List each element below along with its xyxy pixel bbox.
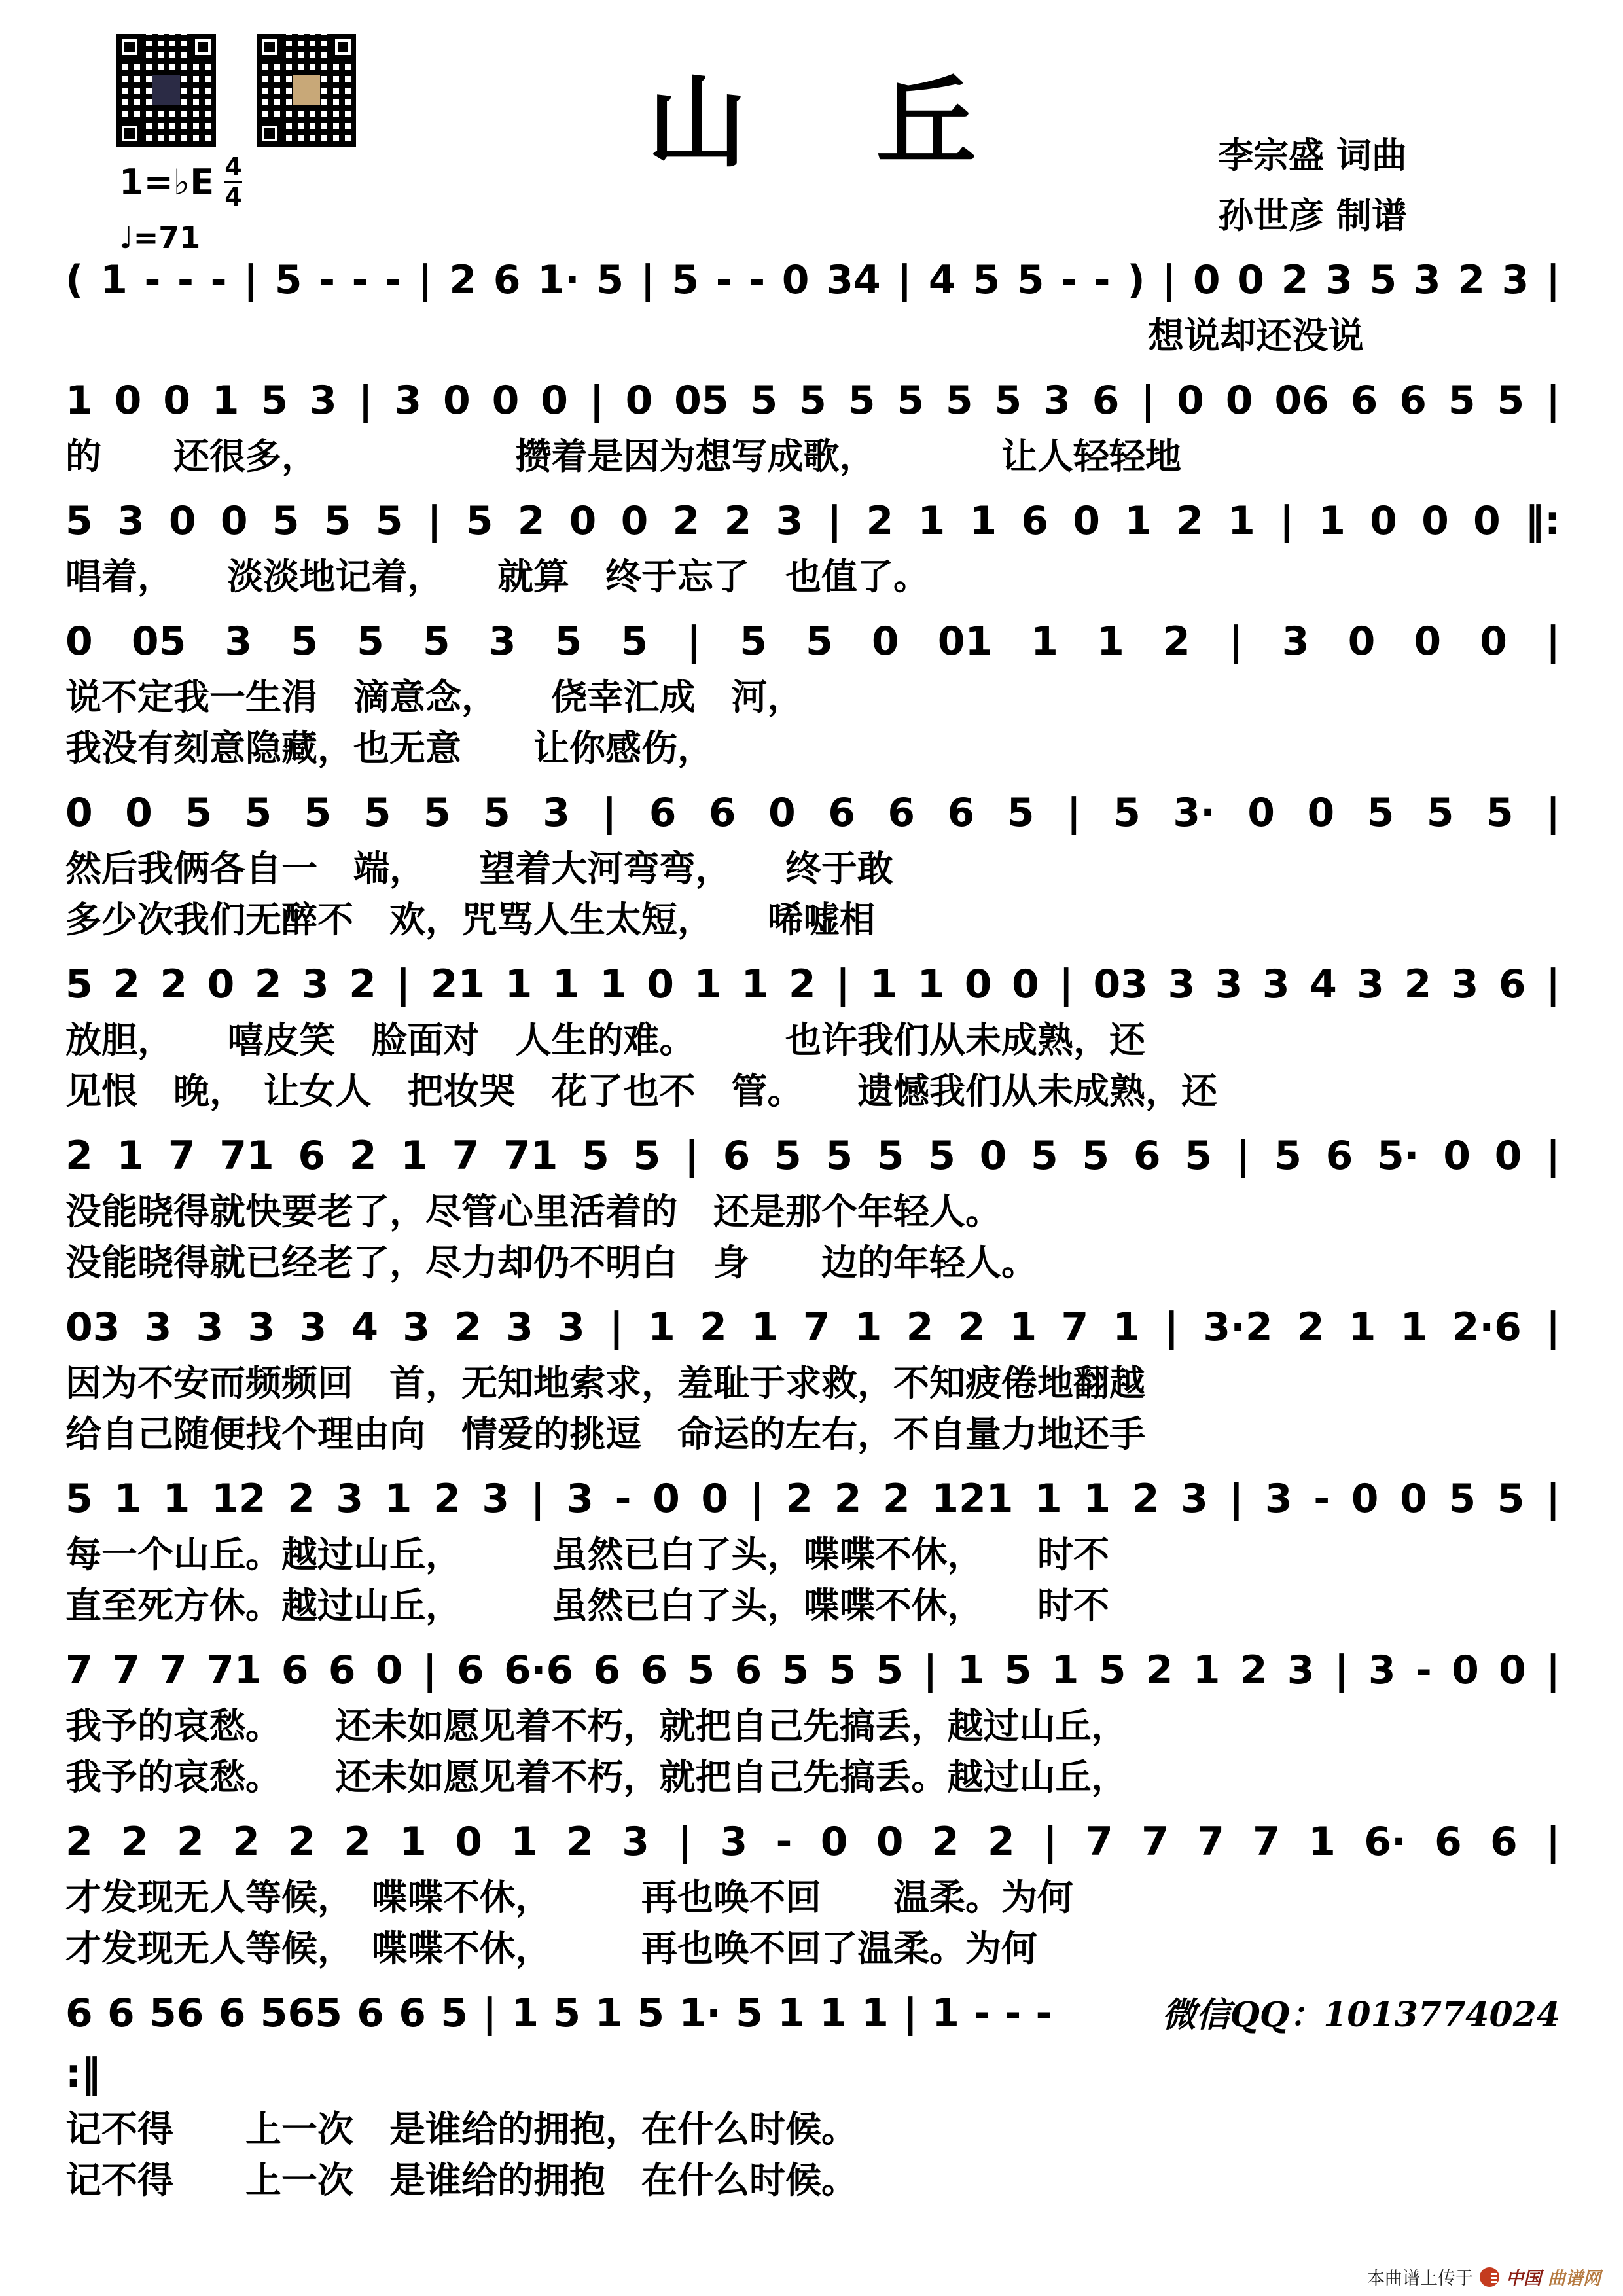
- lyric-line: 唱着， 淡淡地记着， 就算 终于忘了 也值了。: [65, 555, 930, 598]
- music-system-10: [65, 1640, 1560, 1803]
- credit-lyricist-composer: 李宗盛 词曲: [1218, 134, 1407, 176]
- tempo-marking: ♩=71: [119, 219, 201, 255]
- music-system-7: [65, 1126, 1560, 1288]
- music-system-6: [65, 954, 1560, 1117]
- credit-transcriber: 孙世彦 制谱: [1218, 194, 1407, 236]
- watermark-qq: 微信QQ：1013774024: [1162, 1995, 1560, 2035]
- notation-line: 5 2 2 0 2 3 2 | 21 1 1 1 0 1 1 2 | 1 1 0 0 | 03 3 3 3 4 3 2 3 6 |: [65, 961, 1560, 1007]
- music-system-9: [65, 1469, 1560, 1631]
- notation-line: 5 3 0 0 5 5 5 | 5 2 0 0 2 2 3 | 2 1 1 6 0 1 2 1 | 1 0 0 0 ‖:: [65, 498, 1560, 544]
- lyric-line-verse1: 放胆， 嘻皮笑 脸面对 人生的难。 也许我们从未成熟，还: [65, 1018, 1146, 1061]
- lyric-line-verse2: 见恨 晚， 让女人 把妆哭 花了也不 管。 遗憾我们从未成熟，还: [65, 1069, 1218, 1112]
- credits-block: [1218, 126, 1407, 246]
- lyric-line-verse2: 记不得 上一次 是谁给的拥抱 在什么时候。: [65, 2159, 858, 2201]
- lyric-line-verse2: 给自己随便找个理由向 情爱的挑逗 命运的左右，不自量力地还手: [65, 1412, 1146, 1455]
- footer-site-name-primary: 中国: [1506, 2269, 1541, 2289]
- footer: [1367, 2264, 1601, 2289]
- time-signature-numerator: 4: [224, 152, 242, 181]
- time-signature-denominator: 4: [224, 181, 241, 211]
- notation-line: ( 1 - - - | 5 - - - | 2 6 1· 5 | 5 - - 0 34 | 4 5 5 - - ) | 0 0 2 3 5 3 2 3 |: [65, 257, 1560, 303]
- music-system-3: [65, 491, 1560, 602]
- qr-finder-icon: [116, 34, 143, 60]
- lyric-line-verse1: 记不得 上一次 是谁给的拥抱，在什么时候。: [65, 2108, 858, 2150]
- qr-finder-icon: [330, 34, 356, 60]
- lyric-line: 想说却还没说: [1147, 314, 1364, 357]
- lyric-line-verse2: 多少次我们无醉不 欢，咒骂人生太短， 唏嘘相: [65, 898, 876, 941]
- lyric-line-verse1: 我予的哀愁。 还未如愿见着不朽，就把自己先搞丢，越过山丘，: [65, 1704, 1128, 1747]
- key-signature: 1=♭E: [119, 162, 215, 204]
- notation-line: 5 1 1 12 2 3 1 2 3 | 3 - 0 0 | 2 2 2 121 1 1 2 3 | 3 - 0 0 5 5 |: [65, 1476, 1560, 1522]
- notation-line: 7 7 7 71 6 6 0 | 6 6·6 6 6 5 6 5 5 5 | 1 5 1 5 2 1 2 3 | 3 - 0 0 |: [65, 1647, 1560, 1693]
- lyric-line-verse1: 每一个山丘。越过山丘， 虽然已白了头，喋喋不休， 时不: [65, 1533, 1110, 1575]
- lyric-line-verse2: 直至死方休。越过山丘， 虽然已白了头，喋喋不休， 时不: [65, 1584, 1110, 1626]
- notation-line: 03 3 3 3 3 4 3 2 3 3 | 1 2 1 7 1 2 2 1 7 1 | 3·2 2 1 1 2·6 |: [65, 1304, 1560, 1350]
- qr-finder-icon: [257, 34, 283, 60]
- page-title: 山丘: [647, 63, 1105, 181]
- footer-upload-text: 本曲谱上传于: [1367, 2269, 1473, 2289]
- notation-line: 1 0 0 1 5 3 | 3 0 0 0 | 0 05 5 5 5 5 5 5 3 6 | 0 0 06 6 6 5 5 |: [65, 378, 1560, 423]
- notation-line: 0 05 3 5 5 5 3 5 5 | 5 5 0 01 1 1 2 | 3 0 0 0 |: [65, 619, 1560, 664]
- notation-line: 2 1 7 71 6 2 1 7 71 5 5 | 6 5 5 5 5 0 5 5 6 5 | 5 6 5· 0 0 |: [65, 1133, 1560, 1179]
- notation-line: 0 0 5 5 5 5 5 5 3 | 6 6 0 6 6 6 5 | 5 3· 0 0 5 5 5 |: [65, 790, 1560, 836]
- music-system-11: [65, 1812, 1560, 1974]
- lyric-line-verse2: 我予的哀愁。 还未如愿见着不朽，就把自己先搞丢。越过山丘，: [65, 1755, 1128, 1798]
- site-logo-icon: [1480, 2267, 1499, 2287]
- lyric-line-verse1: 因为不安而频频回 首，无知地索求，羞耻于求救，不知疲倦地翻越: [65, 1361, 1146, 1404]
- notation-line: 2 2 2 2 2 2 1 0 1 2 3 | 3 - 0 0 2 2 | 7 7 7 7 1 6· 6 6 |: [65, 1819, 1560, 1865]
- notation-line: 6 6 56 6 565 6 6 5 | 1 5 1 5 1· 5 1 1 1 | 1 - - - :‖: [65, 1990, 1052, 2096]
- music-system-4: [65, 611, 1560, 774]
- notation-row: [65, 1983, 1560, 2104]
- music-system-8: [65, 1297, 1560, 1460]
- lyric-line-verse2: 没能晓得就已经老了，尽力却仍不明白 身 边的年轻人。: [65, 1241, 1038, 1283]
- lyric-line-verse1: 然后我俩各自一 端， 望着大河弯弯， 终于敢: [65, 847, 894, 889]
- qr-finder-icon: [190, 34, 216, 60]
- lyric-line-verse1: 说不定我一生涓 滴意念， 侥幸汇成 河，: [65, 675, 804, 718]
- lyric-line-verse1: 没能晓得就快要老了，尽管心里活着的 还是那个年轻人。: [65, 1190, 1002, 1232]
- lyric-line-verse2: 才发现无人等候， 喋喋不休， 再也唤不回了温柔。为何: [65, 1927, 1038, 1969]
- lyric-line: 的 还很多， 攒着是因为想写成歌， 让人轻轻地: [65, 435, 1182, 477]
- header: [0, 0, 1623, 255]
- music-system-2: [65, 370, 1560, 482]
- music-system-12: [65, 1983, 1560, 2206]
- music-system-1: [65, 250, 1560, 361]
- footer-site-name-secondary: 曲谱网: [1548, 2269, 1601, 2289]
- lyric-line-verse1: 才发现无人等候， 喋喋不休， 再也唤不回 温柔。为何: [65, 1876, 1074, 1918]
- score: [65, 250, 1560, 2215]
- lyric-line-verse2: 我没有刻意隐藏，也无意 让你感伤，: [65, 726, 714, 769]
- music-system-5: [65, 783, 1560, 945]
